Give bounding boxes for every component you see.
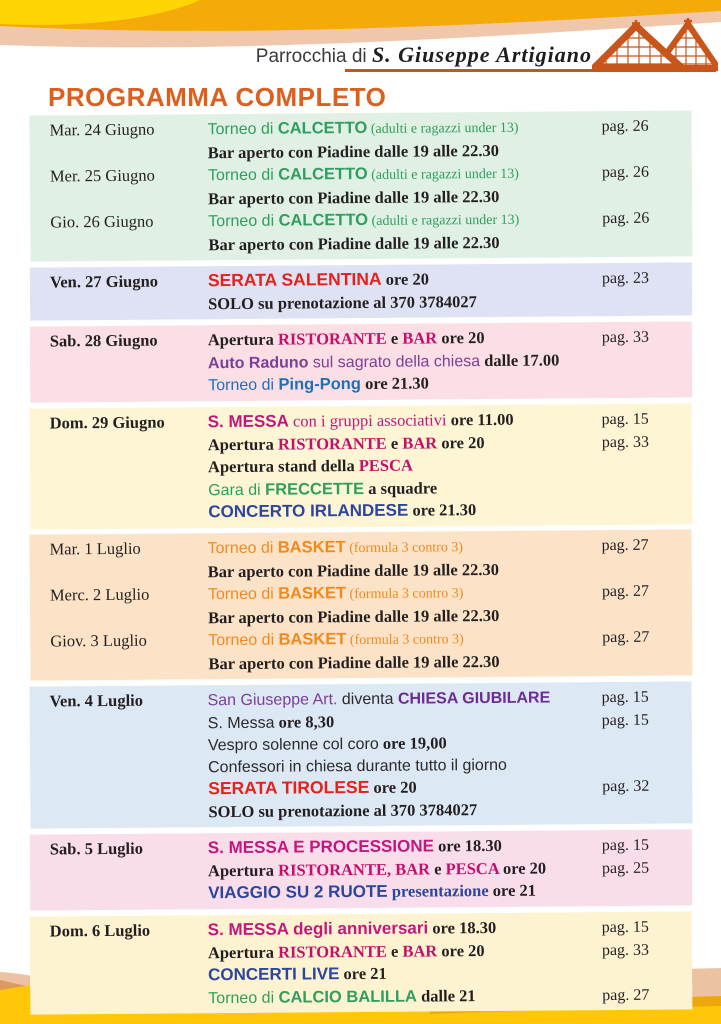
- event-text-segment: Bar aperto con Piadine dalle 19 alle 22.30: [208, 651, 500, 673]
- event-description: [208, 326, 602, 352]
- page-reference: pag. 25: [601, 859, 650, 877]
- event-text-segment: Torneo di: [208, 988, 279, 1007]
- page-reference: pag. 27: [601, 582, 650, 601]
- event-text-segment: ore 21: [339, 963, 387, 983]
- event-text-segment: RISTORANTE: [277, 328, 387, 349]
- page-reference: pag. 27: [601, 536, 649, 555]
- event-description: [208, 879, 602, 905]
- event-text-segment: (formula 3 contro 3): [345, 586, 464, 603]
- event-text-segment: ore 19,00: [378, 733, 447, 753]
- event-text-segment: SOLO su prenotazione al 370 3784027: [208, 291, 477, 313]
- event-date: [50, 577, 208, 578]
- event-description: [208, 938, 602, 964]
- event-text-segment: SOLO su prenotazione al 370 3784027: [208, 799, 478, 821]
- event-description: [208, 408, 602, 434]
- event-text-segment: BAR: [402, 328, 438, 348]
- event-description: [208, 453, 602, 479]
- event-row: [50, 878, 682, 905]
- event-row: [50, 797, 682, 824]
- event-date: Ven. 4 Luglio: [49, 690, 144, 711]
- event-row: [50, 982, 682, 1009]
- event-date: Sab. 5 Luglio: [49, 838, 143, 859]
- event-date: [50, 728, 208, 729]
- event-text-segment: BAR: [402, 432, 438, 452]
- event-text-segment: CALCETTO: [278, 210, 369, 230]
- event-text-segment: RISTORANTE: [277, 432, 387, 453]
- page-reference: [602, 490, 682, 491]
- page-reference: [602, 573, 682, 574]
- event-date: [50, 980, 208, 981]
- event-text-segment: SERATA TIROLESE: [208, 776, 370, 799]
- page-reference: pag. 23: [601, 269, 650, 288]
- event-text-segment: SERATA SALENTINA: [207, 268, 382, 291]
- event-date: Dom. 6 Luglio: [49, 920, 151, 940]
- event-text-segment: CHIESA GIUBILARE: [397, 689, 551, 708]
- page-reference: [602, 305, 682, 306]
- event-row: [50, 289, 682, 316]
- event-description: [208, 162, 602, 188]
- page-reference: pag. 33: [601, 432, 649, 451]
- page-reference: [602, 746, 682, 747]
- event-text-segment: ore 21.30: [360, 373, 429, 394]
- event-text-segment: S. Messa: [207, 714, 275, 732]
- header-underline: [345, 69, 716, 72]
- event-date: Mar. 1 Luglio: [49, 538, 141, 559]
- event-text-segment: ore 18.30: [433, 835, 502, 856]
- event-text-segment: diventa: [337, 690, 398, 709]
- event-text-segment: ore 20: [369, 777, 417, 797]
- page-reference: [602, 976, 682, 977]
- event-description: [208, 798, 602, 824]
- event-text-segment: Vespro solenne col coro: [207, 735, 379, 755]
- event-text-segment: e: [386, 432, 403, 452]
- page-reference: [602, 200, 682, 201]
- event-description: [208, 627, 602, 653]
- page-reference: pag. 33: [601, 328, 649, 347]
- event-description: [208, 371, 602, 397]
- parish-prefix: Parrocchia di: [255, 46, 372, 67]
- event-text-segment: ore 21.30: [408, 499, 477, 520]
- event-text-segment: Torneo di: [208, 376, 279, 395]
- event-description: [208, 558, 602, 584]
- event-date: [50, 390, 208, 391]
- event-text-segment: con i gruppi associativi: [288, 409, 447, 431]
- event-description: [208, 983, 602, 1009]
- event-date: [50, 494, 208, 495]
- event-date: [50, 957, 208, 958]
- page-reference: [602, 813, 682, 814]
- event-description: [208, 581, 602, 607]
- event-text-segment: e: [386, 940, 403, 960]
- event-date: [50, 449, 208, 450]
- page-reference: [602, 619, 682, 620]
- event-description: [208, 604, 602, 630]
- event-text-segment: Auto Raduno: [207, 353, 309, 372]
- event-text-segment: BAR: [395, 858, 431, 879]
- page-reference: pag. 26: [602, 209, 650, 228]
- event-text-segment: PESCA: [358, 455, 413, 475]
- event-description: [208, 139, 602, 165]
- parish-name-line: [0, 42, 592, 68]
- event-text-segment: Bar aperto con Piadine dalle 19 alle 22.30: [207, 140, 499, 162]
- event-text-segment: sul sagrato della chiesa: [308, 352, 481, 371]
- page-reference: [602, 768, 682, 769]
- program-band: [30, 262, 692, 320]
- event-date: Gio. 26 Giugno: [50, 211, 154, 232]
- event-text-segment: Bar aperto con Piadine dalle 19 alle 22.30: [207, 559, 499, 581]
- event-description: [208, 650, 602, 676]
- event-text-segment: CALCETTO: [277, 118, 368, 138]
- event-date: [50, 772, 208, 773]
- event-text-segment: Apertura: [207, 433, 279, 454]
- event-description: [208, 430, 602, 456]
- event-date: [50, 517, 208, 518]
- event-text-segment: VIAGGIO SU 2 RUOTE: [208, 881, 388, 903]
- event-text-segment: (formula 3 contro 3): [345, 540, 464, 557]
- page-reference: [602, 513, 682, 514]
- event-text-segment: Bar aperto con Piadine dalle 19 alle 22.30: [208, 232, 500, 254]
- program-band: [30, 829, 693, 910]
- event-text-segment: FRECCETTE: [265, 478, 365, 498]
- event-text-segment: Ping-Pong: [278, 375, 361, 394]
- event-text-segment: Apertura: [207, 941, 279, 962]
- event-text-segment: ore 20: [437, 940, 485, 960]
- event-date: Dom. 29 Giugno: [49, 412, 165, 432]
- event-text-segment: (adulti e ragazzi under 13): [367, 120, 519, 137]
- page-reference: pag. 15: [601, 836, 649, 855]
- event-text-segment: CONCERTI LIVE: [208, 963, 340, 984]
- event-text-segment: e: [429, 858, 446, 878]
- event-description: [208, 475, 602, 501]
- event-date: Mer. 25 Giugno: [49, 165, 155, 186]
- event-description: [208, 775, 602, 801]
- event-description: [208, 961, 602, 987]
- event-text-segment: ore 20: [437, 432, 485, 452]
- page-reference: pag. 15: [601, 688, 649, 707]
- event-date: [50, 817, 208, 818]
- event-text-segment: RISTORANTE,: [278, 859, 392, 880]
- event-date: Giov. 3 Luglio: [50, 630, 147, 651]
- event-text-segment: Apertura stand della: [207, 455, 359, 476]
- program-band: [29, 110, 692, 261]
- event-date: [51, 250, 209, 251]
- event-row: [50, 649, 682, 676]
- event-text-segment: Torneo di: [208, 631, 279, 650]
- page-title: PROGRAMMA COMPLETO: [48, 82, 387, 112]
- event-text-segment: dalle 17.00: [479, 349, 560, 370]
- event-date: Ven. 27 Giugno: [49, 271, 159, 292]
- event-text-segment: Bar aperto con Piadine dalle 19 alle 22.30: [208, 605, 500, 627]
- event-text-segment: ore 11.00: [446, 409, 514, 429]
- event-text-segment: Gara di: [208, 480, 266, 499]
- event-description: [207, 535, 601, 561]
- event-text-segment: Torneo di: [207, 166, 279, 185]
- event-text-segment: (formula 3 contro 3): [346, 632, 464, 649]
- page-reference: pag. 15: [601, 711, 649, 729]
- event-text-segment: e: [386, 328, 403, 348]
- event-date: [50, 1002, 208, 1003]
- event-date: [50, 368, 208, 369]
- event-text-segment: Confessori in chiesa durante tutto il giorno: [208, 756, 507, 776]
- event-text-segment: dalle 21: [416, 985, 476, 1005]
- event-description: [207, 116, 601, 142]
- program-schedule: [30, 113, 692, 1018]
- event-text-segment: Torneo di: [207, 120, 278, 139]
- event-description: [208, 754, 602, 779]
- event-text-segment: Torneo di: [207, 539, 278, 558]
- event-date: [50, 750, 208, 751]
- event-text-segment: presentazione: [387, 880, 489, 901]
- event-text-segment: BASKET: [277, 538, 346, 557]
- page-reference: [602, 364, 682, 365]
- event-text-segment: RISTORANTE: [277, 940, 387, 961]
- program-band: [30, 911, 693, 1014]
- program-band: [29, 681, 692, 828]
- event-row: [50, 497, 682, 524]
- event-text-segment: ore 20: [437, 328, 485, 348]
- page-reference: [602, 468, 682, 469]
- event-description: [208, 916, 602, 942]
- event-description: [208, 834, 602, 860]
- program-band: [29, 529, 692, 680]
- page-reference: [602, 246, 682, 247]
- event-description: [208, 267, 602, 293]
- event-description: [207, 687, 601, 712]
- event-text-segment: BAR: [402, 940, 438, 960]
- event-text-segment: Bar aperto con Piadine dalle 19 alle 22.30: [208, 186, 500, 208]
- event-text-segment: ore 18.30: [428, 917, 497, 937]
- event-description: [208, 731, 602, 757]
- event-date: [50, 876, 208, 877]
- event-text-segment: Apertura: [207, 329, 279, 350]
- event-row: [50, 370, 682, 397]
- event-description: [208, 857, 602, 883]
- event-row: [50, 230, 682, 257]
- page-reference: pag. 26: [601, 163, 650, 182]
- event-text-segment: (adulti e ragazzi under 13): [367, 166, 519, 183]
- event-text-segment: ore 20: [498, 858, 547, 878]
- event-text-segment: Torneo di: [207, 585, 279, 604]
- event-text-segment: BASKET: [278, 630, 347, 649]
- event-text-segment: CALCETTO: [278, 164, 368, 184]
- page-reference: pag. 32: [602, 777, 650, 796]
- program-band: [30, 321, 693, 402]
- program-band: [30, 403, 693, 529]
- event-text-segment: S. MESSA E PROCESSIONE: [207, 836, 434, 858]
- event-text-segment: CALCIO BALILLA: [278, 986, 418, 1006]
- page-reference: [602, 154, 682, 155]
- event-date: [50, 158, 208, 159]
- event-text-segment: CONCERTO IRLANDESE: [208, 500, 409, 521]
- event-date: [50, 309, 208, 310]
- event-text-segment: ore 21: [488, 880, 537, 900]
- event-text-segment: Torneo di: [208, 212, 279, 231]
- event-description: [208, 185, 602, 211]
- event-description: [208, 349, 602, 375]
- event-date: Sab. 28 Giugno: [49, 330, 158, 351]
- event-text-segment: BASKET: [278, 584, 347, 603]
- event-text-segment: San Giuseppe Art.: [207, 691, 338, 710]
- event-text-segment: PESCA: [445, 858, 499, 878]
- event-date: [50, 898, 208, 899]
- event-date: Mar. 24 Giugno: [49, 119, 155, 140]
- parish-name: S. Giuseppe Artigiano: [371, 42, 592, 67]
- event-date: [50, 204, 208, 205]
- event-date: [51, 669, 209, 670]
- page-reference: pag. 15: [601, 918, 649, 936]
- event-description: [208, 709, 602, 735]
- event-date: Merc. 2 Luglio: [49, 584, 150, 605]
- page-reference: [602, 386, 682, 387]
- page-reference: pag. 26: [601, 117, 649, 136]
- event-description: [208, 231, 602, 257]
- event-description: [208, 290, 602, 316]
- event-description: [208, 498, 602, 524]
- event-date: [50, 623, 208, 624]
- event-text-segment: S. MESSA degli anniversari: [207, 917, 429, 939]
- page-reference: pag. 33: [601, 940, 650, 959]
- event-date: [50, 794, 208, 795]
- page-reference: pag. 27: [602, 628, 650, 647]
- page-reference: [602, 665, 682, 666]
- event-text-segment: (adulti e ragazzi under 13): [368, 212, 520, 229]
- event-text-segment: a squadre: [364, 477, 438, 497]
- page-reference: [602, 894, 682, 895]
- event-text-segment: S. MESSA: [207, 411, 289, 431]
- event-text-segment: Apertura: [207, 860, 279, 880]
- church-icon: [592, 18, 718, 72]
- event-text-segment: ore 8,30: [274, 711, 335, 732]
- page-reference: pag. 27: [602, 985, 650, 1004]
- page-reference: pag. 15: [601, 410, 649, 428]
- event-date: [50, 472, 208, 473]
- event-text-segment: ore 20: [381, 269, 430, 289]
- event-description: [208, 208, 602, 234]
